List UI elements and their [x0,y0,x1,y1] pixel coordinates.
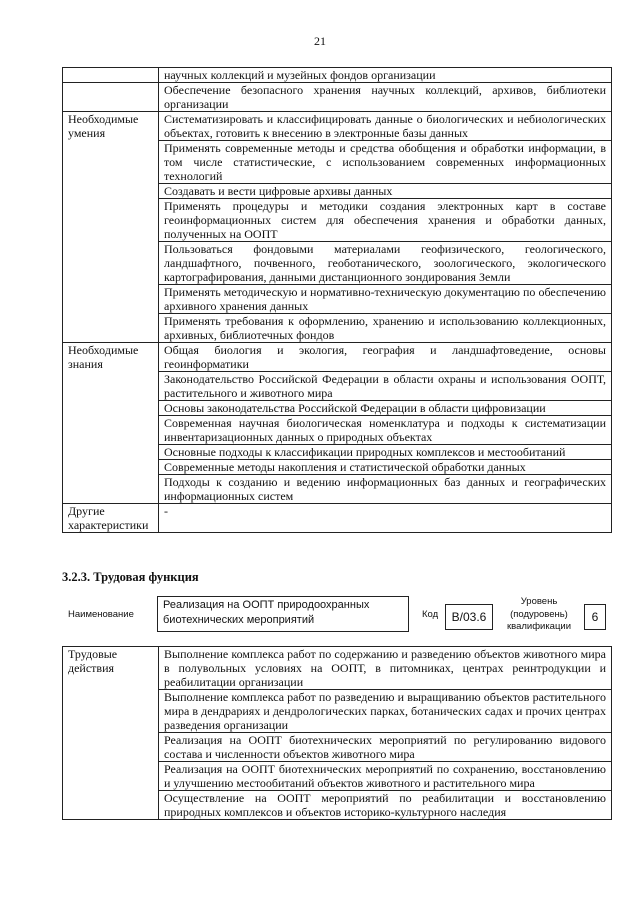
empty-label-cell [63,68,159,83]
action-item: Реализация на ООПТ биотехнических мероприятий по регулированию видового состава и численности объектов животного мира [159,733,612,762]
action-item: Реализация на ООПТ биотехнических мероприятий по сохранению, восстановлению и улучшению местообитаний объектов животного и растительного мира [159,762,612,791]
competency-table [62,67,612,533]
table-row [63,112,612,141]
labor-function-header [62,596,612,636]
knowledge-item: Общая биология и экология, география и ландшафтоведение, основы геоинформатики [159,343,612,372]
empty-label-cell [63,83,159,112]
level-label: Уровень (подуровень) квалификации [506,596,572,632]
action-item: Выполнение комплекса работ по содержанию и разведению объектов животного мира в полувольных условиях на ООПТ, в питомниках, центрах реинтродукции и реабилитации организации [159,647,612,690]
table-cell: Обеспечение безопасного хранения научных коллекций, архивов, библиотеки организации [159,83,612,112]
other-value: - [159,504,612,533]
skill-item: Применять требования к оформлению, хранению и использованию коллекционных, архивных, библиотечных фондов [159,314,612,343]
knowledge-item: Основные подходы к классификации природных комплексов и местообитаний [159,445,612,460]
knowledge-item: Подходы к созданию и ведению информационных баз данных и географических информационных систем [159,475,612,504]
skill-item: Применять современные методы и средства обобщения и обработки информации, в том числе статистические, с использованием современных информационных технологий [159,141,612,184]
skill-item: Систематизировать и классифицировать данные о биологических и небиологических объектах, готовить к внесению в электронные базы данных [159,112,612,141]
skill-item: Пользоваться фондовыми материалами геофизического, геологического, ландшафтного, почвенного, геоботанического, зоологического, экологического картографирования, данными дистанционного зондирования Земли [159,242,612,285]
knowledge-item: Современная научная биологическая номенклатура и подходы к систематизации инвентаризационных данных о природных объектах [159,416,612,445]
name-value: Реализация на ООПТ природоохранных биотехнических мероприятий [157,596,409,632]
knowledge-item: Современные методы накопления и статистической обработки данных [159,460,612,475]
action-item: Осуществление на ООПТ мероприятий по реабилитации и восстановлению природных комплексов и объектов историко-культурного наследия [159,791,612,820]
table-row [63,647,612,690]
level-value: 6 [584,604,606,630]
table-row [63,504,612,533]
knowledge-item: Основы законодательства Российской Федерации в области цифровизации [159,401,612,416]
code-value: В/03.6 [445,604,493,630]
skills-label: Необходимые умения [63,112,159,343]
section-heading: 3.2.3. Трудовая функция [62,570,199,584]
actions-label: Трудовые действия [63,647,159,820]
page-number: 21 [314,34,326,48]
table-cell: научных коллекций и музейных фондов организации [159,68,612,83]
knowledge-item: Законодательство Российской Федерации в области охраны и использования ООПТ, растительного и животного мира [159,372,612,401]
table-row [63,68,612,83]
name-label: Наименование [68,609,134,620]
other-label: Другие характеристики [63,504,159,533]
action-item: Выполнение комплекса работ по разведению и выращиванию объектов растительного мира в дендрариях и дендрологических парках, ботанических садах и прочих центрах разведения организации [159,690,612,733]
table-row [63,83,612,112]
skill-item: Применять процедуры и методики создания электронных карт в составе геоинформационных систем для обеспечения хранения и обработки данных, полученных на ООПТ [159,199,612,242]
table-row [63,343,612,372]
labor-actions-table [62,646,612,820]
skill-item: Создавать и вести цифровые архивы данных [159,184,612,199]
knowledge-label: Необходимые знания [63,343,159,504]
code-label: Код [422,609,439,620]
skill-item: Применять методическую и нормативно-техническую документацию по обеспечению архивного хранения данных [159,285,612,314]
